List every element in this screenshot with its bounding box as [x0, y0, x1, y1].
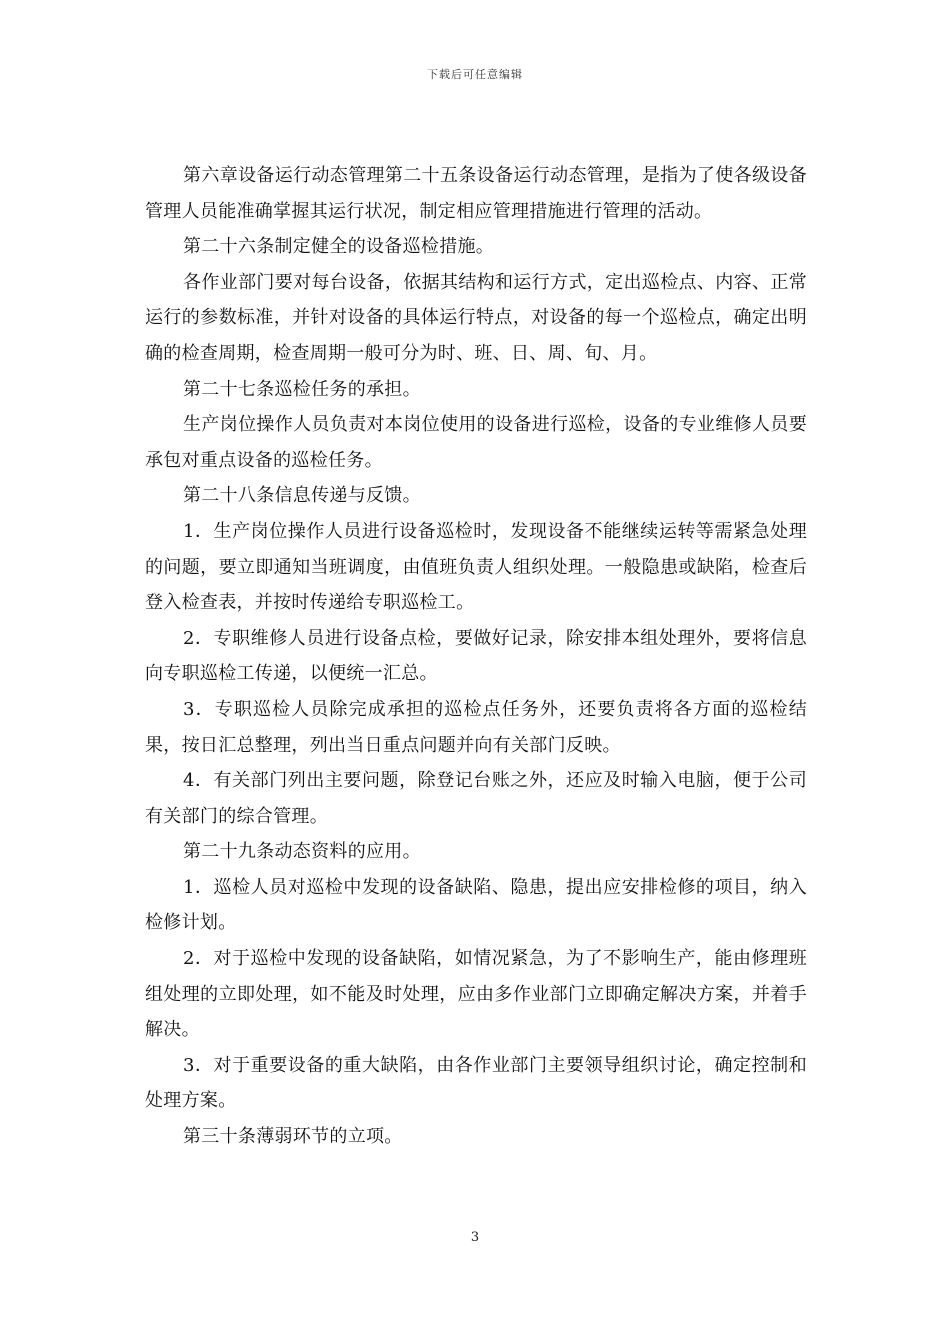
paragraph: 第二十八条信息传递与反馈。 [183, 485, 421, 507]
paragraph: 第二十六条制定健全的设备巡检措施。 [183, 236, 495, 258]
paragraph: 2．专职维修人员进行设备点检，要做好记录，除安排本组处理外，要将信息向专职巡检工传递，以便统一汇总。 [145, 627, 807, 685]
paragraph: 生产岗位操作人员负责对本岗位使用的设备进行巡检，设备的专业维修人员要承包对重点设备的巡检任务。 [145, 414, 807, 471]
page-number: 3 [470, 1230, 480, 1245]
document-body [145, 158, 807, 1155]
paragraph: 3．对于重要设备的重大缺陷，由各作业部门主要领导组织讨论，确定控制和处理方案。 [145, 1054, 807, 1112]
paragraph: 各作业部门要对每台设备，依据其结构和运行方式，定出巡检点、内容、正常运行的参数标准，并针对设备的具体运行特点，对设备的每一个巡检点，确定出明确的检查周期，检查周期一般可分为时、班、日、周、旬、月。 [145, 271, 807, 364]
paragraph: 3．专职巡检人员除完成承担的巡检点任务外，还要负责将各方面的巡检结果，按日汇总整理，列出当日重点问题并向有关部门反映。 [145, 698, 807, 756]
page-header: 下载后可任意编辑 [427, 68, 523, 81]
paragraph: 1．巡检人员对巡检中发现的设备缺陷、隐患，提出应安排检修的项目，纳入检修计划。 [145, 876, 807, 934]
paragraph: 2．对于巡检中发现的设备缺陷，如情况紧急，为了不影响生产，能由修理班组处理的立即处理，如不能及时处理，应由多作业部门立即确定解决方案，并着手解决。 [145, 948, 807, 1041]
paragraph: 第三十条薄弱环节的立项。 [183, 1126, 403, 1148]
paragraph: 4．有关部门列出主要问题，除登记台账之外，还应及时输入电脑，便于公司有关部门的综合管理。 [145, 770, 807, 827]
paragraph: 1．生产岗位操作人员进行设备巡检时，发现设备不能继续运转等需紧急处理的问题，要立即通知当班调度，由值班负责人组织处理。一般隐患或缺陷，检查后登入检查表，并按时传递给专职巡检工。 [145, 520, 807, 614]
paragraph: 第六章设备运行动态管理第二十五条设备运行动态管理，是指为了使各级设备管理人员能准确掌握其运行状况，制定相应管理措施进行管理的活动。 [145, 165, 807, 222]
paragraph: 第二十七条巡检任务的承担。 [183, 378, 421, 400]
paragraph: 第二十九条动态资料的应用。 [183, 841, 421, 863]
